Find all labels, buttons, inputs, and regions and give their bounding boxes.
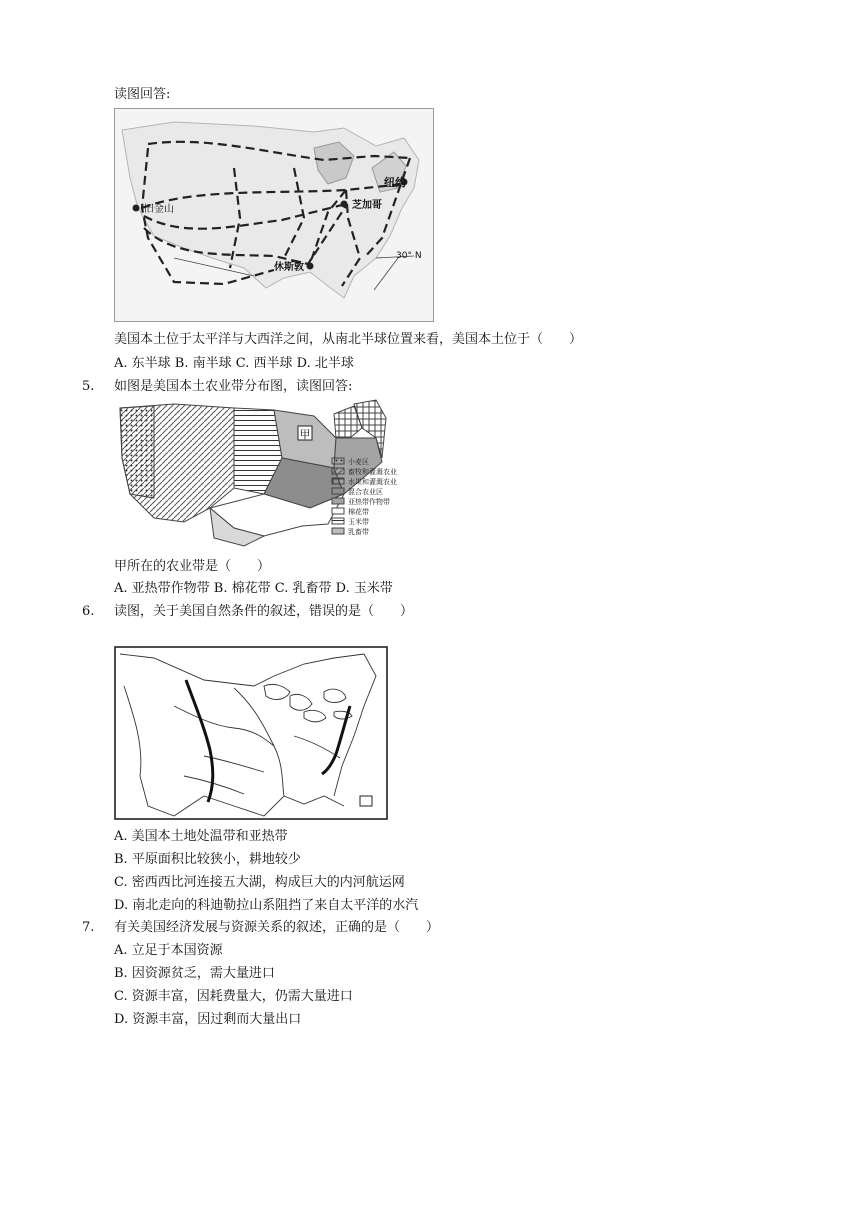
q5-number: 5. — [82, 379, 95, 394]
label-jia: 甲 — [299, 428, 311, 441]
legend-fruit: 水果和灌溉农业 — [348, 478, 397, 486]
q6-option-d: D. 南北走向的科迪勒拉山系阻挡了来自太平洋的水汽 — [114, 898, 419, 913]
q7-title: 有关美国经济发展与资源关系的叙述，正确的是（ ） — [114, 920, 440, 935]
q6-number: 6. — [82, 604, 95, 619]
q5-options: A. 亚热带作物带 B. 棉花带 C. 乳畜带 D. 玉米带 — [114, 581, 393, 596]
us-physical-map — [114, 646, 388, 820]
us-agriculture-map — [114, 398, 454, 550]
legend-grazing: 畜牧和灌溉农业 — [348, 468, 397, 476]
q7-option-c: C. 资源丰富，因耗费量大，仍需大量进口 — [114, 989, 353, 1004]
q6-option-c: C. 密西西比河连接五大湖，构成巨大的内河航运网 — [114, 875, 405, 890]
q6-title: 读图，关于美国自然条件的叙述，错误的是（ ） — [114, 604, 414, 619]
label-san-francisco: 旧金山 — [144, 204, 174, 215]
legend-corn: 玉米带 — [348, 518, 369, 526]
us-city-map — [114, 108, 434, 322]
legend-subtropical: 亚热带作物带 — [348, 498, 390, 506]
q6-option-b: B. 平原面积比较狭小，耕地较少 — [114, 852, 301, 867]
q4-options: A. 东半球 B. 南半球 C. 西半球 D. 北半球 — [114, 356, 354, 371]
q7-number: 7. — [82, 920, 95, 935]
legend-mixed: 混合农业区 — [348, 488, 383, 496]
q7-option-b: B. 因资源贫乏，需大量进口 — [114, 966, 275, 981]
q4-intro: 读图回答: — [114, 87, 171, 102]
legend-cotton: 棉花带 — [348, 508, 369, 516]
legend-dairy: 乳畜带 — [348, 528, 369, 536]
q4-question: 美国本土位于太平洋与大西洋之间，从南北半球位置来看，美国本土位于（ ） — [114, 332, 583, 347]
q6-option-a: A. 美国本土地处温带和亚热带 — [114, 829, 288, 844]
label-new-york: 纽约 — [384, 176, 406, 189]
label-chicago: 芝加哥 — [352, 200, 382, 211]
q7-option-a: A. 立足于本国资源 — [114, 943, 223, 958]
q7-option-d: D. 资源丰富，因过剩而大量出口 — [114, 1012, 302, 1027]
q5-title: 如图是美国本土农业带分布图，读图回答: — [114, 379, 353, 394]
legend-wheat: 小麦区 — [348, 458, 369, 466]
label-latitude: 30° N — [396, 251, 422, 261]
q5-question: 甲所在的农业带是（ ） — [114, 559, 271, 574]
label-houston: 休斯敦 — [274, 262, 304, 273]
